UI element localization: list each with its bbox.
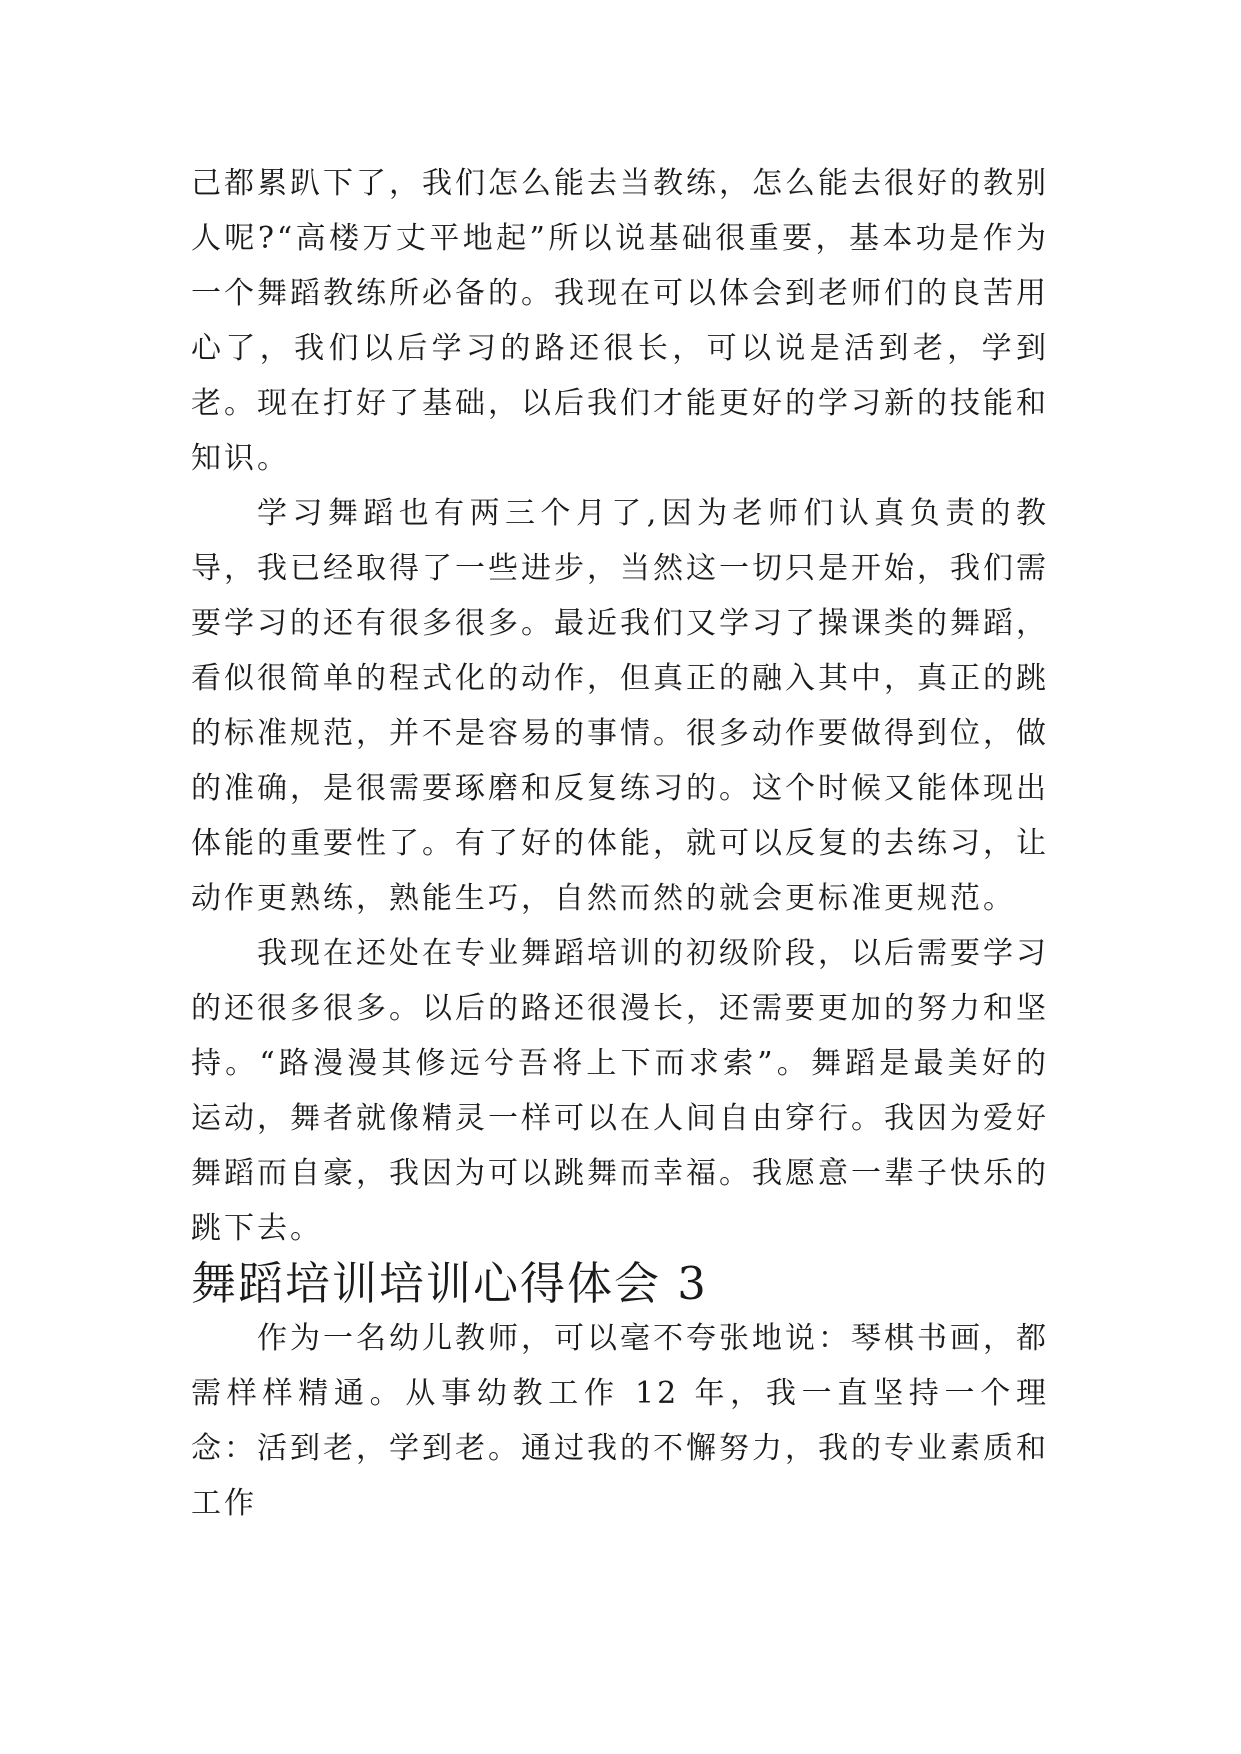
document-body <box>191 156 1049 1531</box>
paragraph-continued: 己都累趴下了，我们怎么能去当教练，怎么能去很好的教别人呢?“高楼万丈平地起”所以说基础很重要，基本功是作为一个舞蹈教练所必备的。我现在可以体会到老师们的良苦用心了，我们以后学习的路还很长，可以说是活到老，学到老。现在打好了基础，以后我们才能更好的学习新的技能和知识。 <box>191 166 1049 476</box>
paragraph-dance-future: 我现在还处在专业舞蹈培训的初级阶段，以后需要学习的还很多很多。以后的路还很漫长，还需要更加的努力和坚持。“路漫漫其修远兮吾将上下而求索”。舞蹈是最美好的运动，舞者就像精灵一样可以在人间自由穿行。我因为爱好舞蹈而自豪，我因为可以跳舞而幸福。我愿意一辈子快乐的跳下去。 <box>191 936 1049 1246</box>
paragraph-teacher: 作为一名幼儿教师，可以毫不夸张地说：琴棋书画，都需样样精通。从事幼教工作 12 年，我一直坚持一个理念：活到老，学到老。通过我的不懈努力，我的专业素质和工作 <box>191 1321 1049 1521</box>
section-heading: 舞蹈培训培训心得体会 3 <box>191 1257 708 1310</box>
paragraph-dance-progress: 学习舞蹈也有两三个月了,因为老师们认真负责的教导，我已经取得了一些进步，当然这一切只是开始，我们需要学习的还有很多很多。最近我们又学习了操课类的舞蹈，看似很简单的程式化的动作，但真正的融入其中，真正的跳的标准规范，并不是容易的事情。很多动作要做得到位，做的准确，是很需要琢磨和反复练习的。这个时候又能体现出体能的重要性了。有了好的体能，就可以反复的去练习，让动作更熟练，熟能生巧，自然而然的就会更标准更规范。 <box>191 496 1049 916</box>
